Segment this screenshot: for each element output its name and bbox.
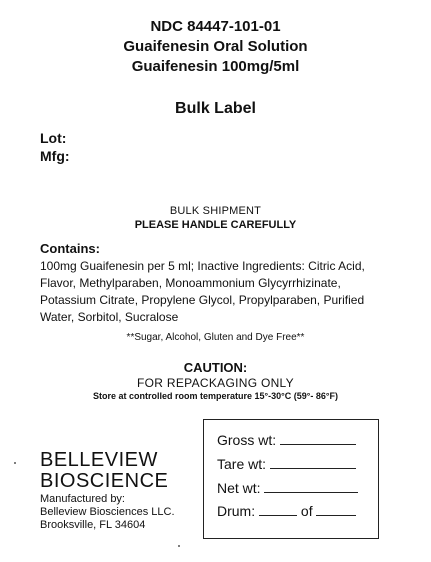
contains-heading: Contains: <box>40 241 100 256</box>
net-weight-row <box>217 479 358 496</box>
storage-instructions: Store at controlled room temperature 15°-30°C (59°- 86°F) <box>93 391 338 401</box>
label-type-title: Bulk Label <box>175 100 256 117</box>
lot-field: Lot: <box>40 130 67 146</box>
weight-box <box>203 419 379 539</box>
drum-row <box>217 502 356 519</box>
drum-total-blank <box>316 502 356 516</box>
mfg-field: Mfg: <box>40 148 70 164</box>
tare-weight-label: Tare wt: <box>217 456 267 472</box>
repackaging-notice: FOR REPACKAGING ONLY <box>137 376 294 390</box>
brand-logo-line2: BIOSCIENCE <box>40 470 169 492</box>
manufacturer-address: Brooksville, FL 34604 <box>40 519 146 531</box>
ndc-number: NDC 84447-101-01 <box>150 18 281 35</box>
product-strength: Guaifenesin 100mg/5ml <box>131 58 300 75</box>
tare-weight-row <box>217 455 356 472</box>
scan-speck <box>14 462 16 464</box>
caution-heading: CAUTION: <box>183 360 248 375</box>
brand-logo-line1: BELLEVIEW <box>40 449 158 471</box>
handle-carefully-text: PLEASE HANDLE CAREFULLY <box>134 219 297 231</box>
scan-speck <box>178 545 180 547</box>
net-weight-blank <box>264 479 358 493</box>
manufactured-by-label: Manufactured by: <box>40 493 125 505</box>
bulk-shipment-text: BULK SHIPMENT <box>169 205 262 217</box>
gross-weight-blank <box>280 431 356 445</box>
net-weight-label: Net wt: <box>217 480 261 496</box>
product-name: Guaifenesin Oral Solution <box>123 38 308 55</box>
free-from-statement: **Sugar, Alcohol, Gluten and Dye Free** <box>126 332 305 343</box>
tare-weight-blank <box>270 455 356 469</box>
ingredients-text: 100mg Guaifenesin per 5 ml; Inactive Ingredients: Citric Acid, Flavor, Methylparaben, Monoammonium Glycyrrhizinate, Potassium Citrate, Propylene Glycol, Propylparaben, Purified Water, Sorbitol, Sucralose <box>40 259 365 324</box>
drum-number-blank <box>259 502 297 516</box>
drum-label: Drum: <box>217 503 256 519</box>
gross-weight-label: Gross wt: <box>217 432 277 448</box>
manufacturer-name: Belleview Biosciences LLC. <box>40 506 175 518</box>
gross-weight-row <box>217 431 356 448</box>
drum-of-label: of <box>300 503 313 519</box>
